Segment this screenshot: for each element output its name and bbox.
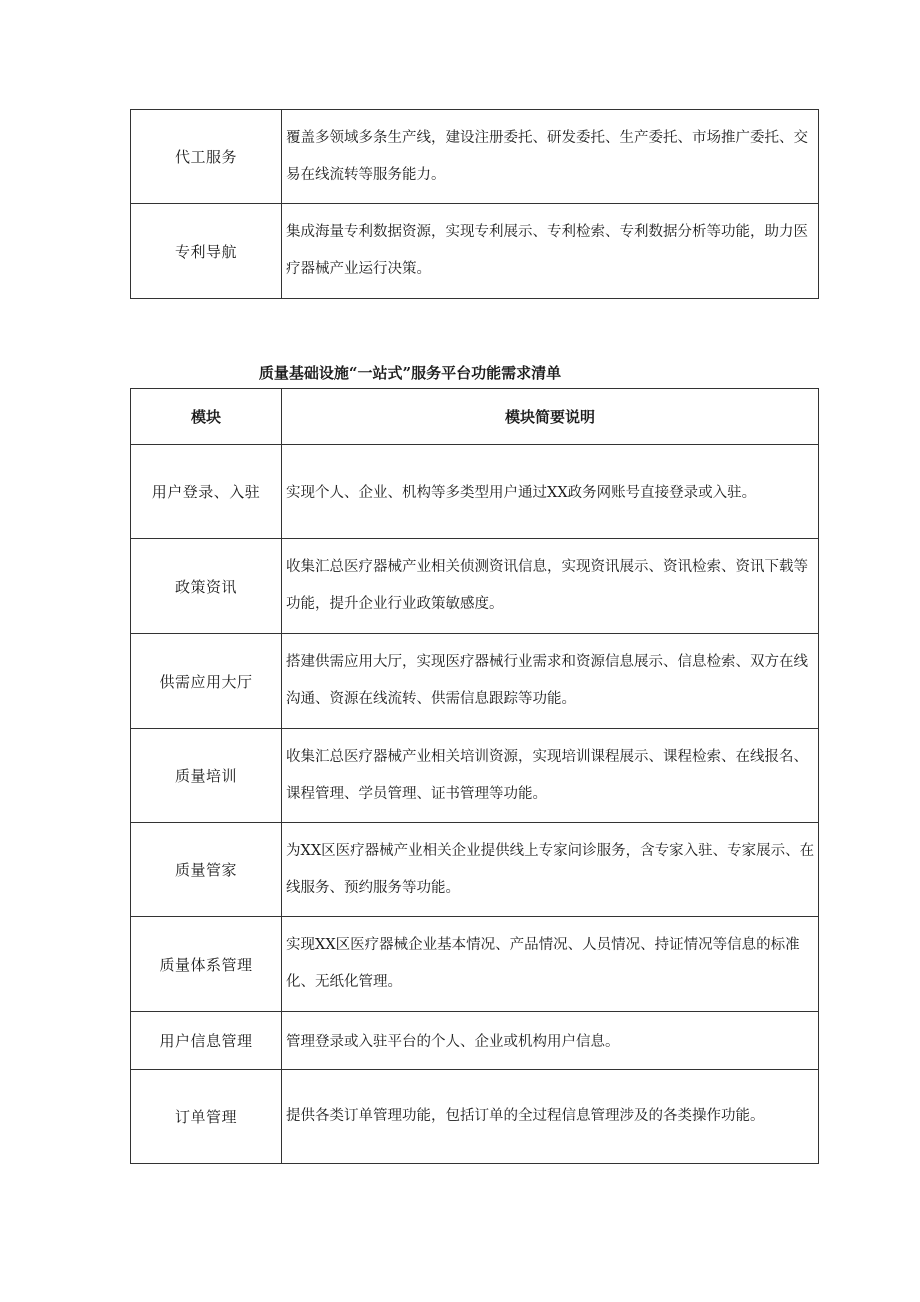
column-header-module: 模块 [131,389,282,445]
table-row [131,539,819,634]
module-name: 质量管家 [131,823,282,917]
service-table-continued [130,109,819,299]
table-title: 质量基础设施“一站式”服务平台功能需求清单 [258,364,562,382]
module-name: 质量培训 [131,729,282,823]
module-name: 专利导航 [131,204,282,299]
table-row [131,445,819,539]
module-description: 搭建供需应用大厅，实现医疗器械行业需求和资源信息展示、信息检索、双方在线沟通、资源在线流转、供需信息跟踪等功能。 [282,634,819,729]
module-description: 覆盖多领域多条生产线，建设注册委托、研发委托、生产委托、市场推广委托、交易在线流转等服务能力。 [282,110,819,204]
table-row [131,634,819,729]
module-description: 集成海量专利数据资源，实现专利展示、专利检索、专利数据分析等功能，助力医疗器械产业运行决策。 [282,204,819,299]
module-description: 管理登录或入驻平台的个人、企业或机构用户信息。 [282,1012,819,1070]
column-header-description: 模块简要说明 [282,389,819,445]
module-name: 用户信息管理 [131,1012,282,1070]
table-header-row [131,389,819,445]
module-description: 提供各类订单管理功能，包括订单的全过程信息管理涉及的各类操作功能。 [282,1070,819,1164]
table-row [131,1012,819,1070]
table-row [131,917,819,1012]
table-row [131,823,819,917]
module-description: 实现XX区医疗器械企业基本情况、产品情况、人员情况、持证情况等信息的标准化、无纸化管理。 [282,917,819,1012]
table-row [131,729,819,823]
module-name: 供需应用大厅 [131,634,282,729]
module-name: 代工服务 [131,110,282,204]
module-description: 收集汇总医疗器械产业相关侦测资讯信息，实现资讯展示、资讯检索、资讯下载等功能，提升企业行业政策敏感度。 [282,539,819,634]
module-name: 用户登录、入驻 [131,445,282,539]
table-row [131,204,819,299]
table-row [131,110,819,204]
module-description: 实现个人、企业、机构等多类型用户通过XX政务网账号直接登录或入驻。 [282,445,819,539]
module-name: 政策资讯 [131,539,282,634]
module-description: 为XX区医疗器械产业相关企业提供线上专家问诊服务，含专家入驻、专家展示、在线服务、预约服务等功能。 [282,823,819,917]
module-name: 质量体系管理 [131,917,282,1012]
function-requirements-table [130,388,819,1164]
module-description: 收集汇总医疗器械产业相关培训资源，实现培训课程展示、课程检索、在线报名、课程管理、学员管理、证书管理等功能。 [282,729,819,823]
module-name: 订单管理 [131,1070,282,1164]
table-row [131,1070,819,1164]
